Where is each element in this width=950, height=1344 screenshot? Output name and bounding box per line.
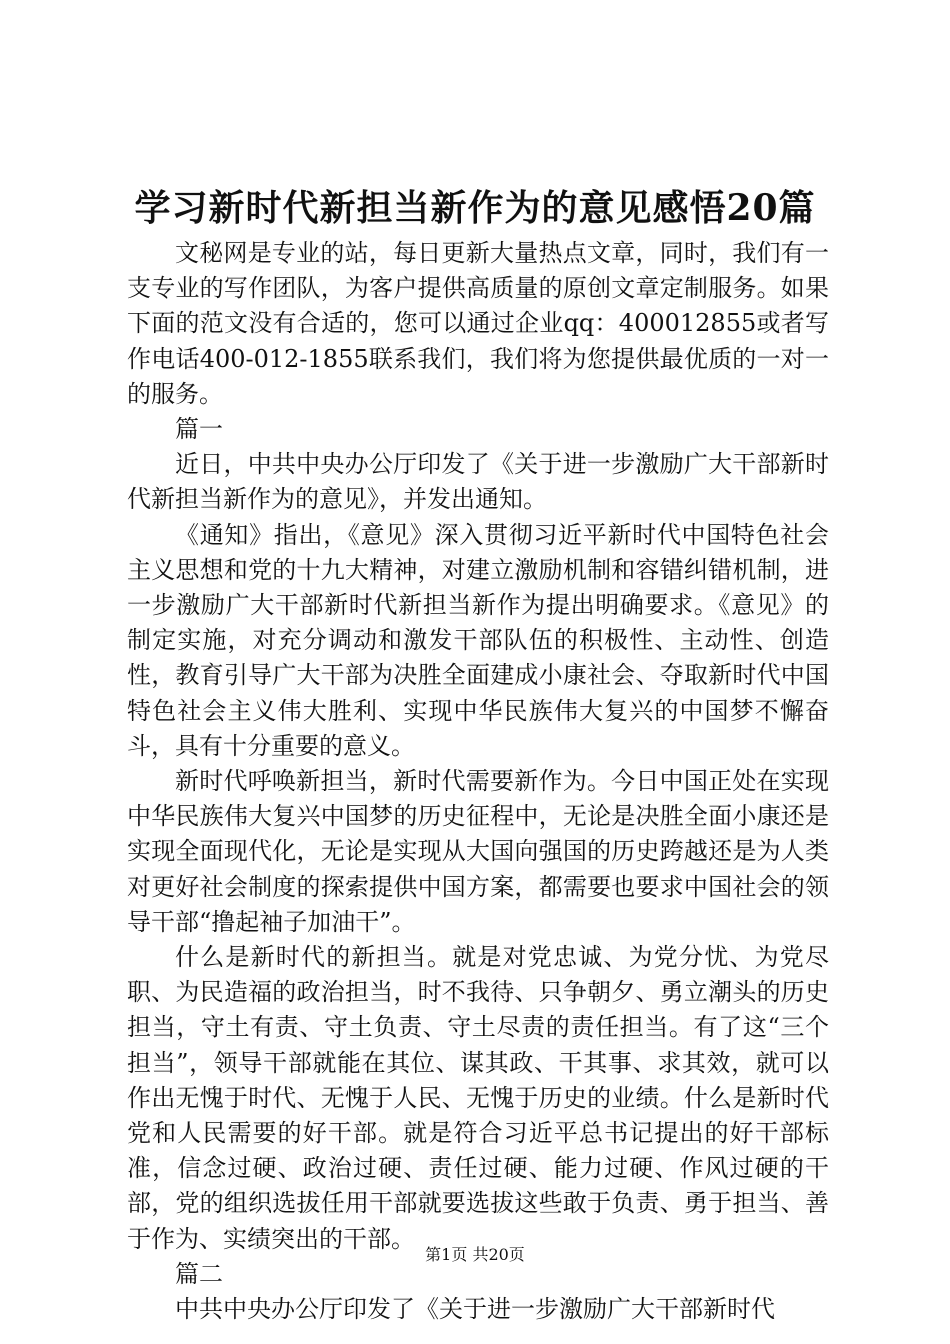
body-paragraph: 中共中央办公厅印发了《关于进一步激励广大干部新时代 bbox=[175, 1295, 775, 1324]
page-footer: 第1页 共20页 bbox=[425, 1245, 525, 1264]
section-heading-2: 篇二 bbox=[175, 1259, 223, 1288]
intro-paragraph: 文秘网是专业的站，每日更新大量热点文章，同时，我们有一支专业的写作团队，为客户提供高质量的原创文章定制服务。如果下面的范文没有合适的，您可以通过企业qq：400012855或者写作电话400-012-1855联系我们，我们将为您提供最优质的一对一的服务。 bbox=[127, 239, 829, 408]
body-paragraph: 《通知》指出，《意见》深入贯彻习近平新时代中国特色社会主义思想和党的十九大精神，对建立激励机制和容错纠错机制，进一步激励广大干部新时代新担当新作为提出明确要求。《意见》的制定实施，对充分调动和激发干部队伍的积极性、主动性、创造性，教育引导广大干部为决胜全面建成小康社会、夺取新时代中国特色社会主义伟大胜利、实现中华民族伟大复兴的中国梦不懈奋斗，具有十分重要的意义。 bbox=[127, 520, 829, 760]
section-heading-1: 篇一 bbox=[175, 415, 223, 444]
body-paragraph: 什么是新时代的新担当。就是对党忠诚、为党分忧、为党尽职、为民造福的政治担当，时不我待、只争朝夕、勇立潮头的历史担当，守土有责、守土负责、守土尽责的责任担当。有了这“三个担当”，领导干部就能在其位、谋其政、干其事、求其效，就可以作出无愧于时代、无愧于人民、无愧于历史的业绩。什么是新时代党和人民需要的好干部。就是符合习近平总书记提出的好干部标准，信念过硬、政治过硬、责任过硬、能力过硬、作风过硬的干部，党的组织选拔任用干部就要选拔这些敢于负责、勇于担当、善于作为、实绩突出的干部。 bbox=[127, 943, 829, 1253]
document-body bbox=[127, 236, 829, 1327]
body-paragraph: 新时代呼唤新担当，新时代需要新作为。今日中国正处在实现中华民族伟大复兴中国梦的历史征程中，无论是决胜全面小康还是实现全面现代化，无论是实现从大国向强国的历史跨越还是为人类对更好社会制度的探索提供中国方案，都需要也要求中国社会的领导干部“撸起袖子加油干”。 bbox=[127, 767, 829, 936]
document-title: 学习新时代新担当新作为的意见感悟20篇 bbox=[134, 187, 816, 229]
body-paragraph: 近日，中共中央办公厅印发了《关于进一步激励广大干部新时代新担当新作为的意见》，并发出通知。 bbox=[127, 450, 829, 514]
